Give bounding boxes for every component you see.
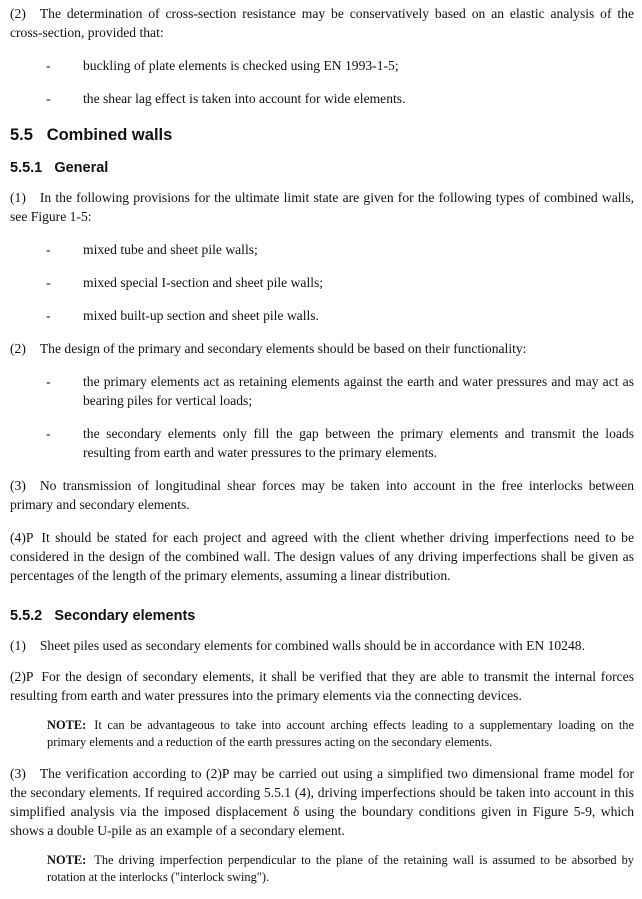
paragraph-number: (3) [10,766,26,781]
note-arching-effects [47,717,634,751]
note-interlock-swing [47,852,634,886]
paragraph-combined-wall-types [10,188,634,226]
paragraph-text: No transmission of longitudinal shear forces may be taken into account in the free interlocks between primary and secondary elements. [10,478,634,512]
list-item: - the primary elements act as retaining elements against the earth and water pressures and may act as bearing piles for vertical loads; [46,374,634,408]
paragraph-cross-section [10,4,634,42]
list-item: - the secondary elements only fill the gap between the primary elements and transmit the loads resulting from earth and water pressures to the primary elements. [46,426,634,460]
paragraph-text: Sheet piles used as secondary elements for combined walls should be in accordance with EN 10248. [39,638,585,653]
paragraph-text: For the design of secondary elements, it shall be verified that they are able to transmit the internal forces resulting from earth and water pressures into the primary elements via the connecting devices. [10,669,634,703]
section-heading-5-5-2: 5.5.2 Secondary elements [10,608,196,624]
paragraph-text: The design of the primary and secondary elements should be based on their functionality: [39,341,527,356]
note-text: It can be advantageous to take into account arching effects leading to a supplementary loading on the primary elements and a reduction of the earth pressures acting on the secondary elements. [47,718,634,749]
paragraph-text: In the following provisions for the ultimate limit state are given for the following types of combined walls, see Figure 1-5: [10,190,634,224]
bullet-list [10,56,634,108]
list-item: - mixed built-up section and sheet pile walls. [46,308,319,323]
paragraph-text: The verification according to (2)P may be carried out using a simplified two dimensional frame model for the secondary elements. If required according 5.5.1 (4), driving imperfections should be taken into account in this simplified analysis via the imposed displacement δ using the boundary conditions given in Figure 5-9, which shows a double U-pile as an example of a secondary element. [10,766,634,838]
note-label: NOTE: [47,853,87,867]
paragraph-text: It should be stated for each project and agreed with the client whether driving imperfections need to be considered in the design of the combined wall. The design values of any driving imperfections shall be given as percentages of the length of the primary elements, assuming a linear distribution. [10,530,634,583]
paragraph-number: (2) [10,6,26,21]
list-item: - buckling of plate elements is checked using EN 1993-1-5; [46,58,399,73]
paragraph-text: The determination of cross-section resistance may be conservatively based on an elastic analysis of the cross-section, provided that: [10,6,634,40]
section-heading-5-5: 5.5 Combined walls [10,126,173,144]
document-page [10,4,634,899]
paragraph-sheet-piles [10,636,634,655]
paragraph-number: (3) [10,478,26,493]
paragraph-number: (2)P [10,669,34,684]
section-heading-5-5-1: 5.5.1 General [10,160,109,176]
paragraph-number: (4)P [10,530,34,545]
list-item: - mixed special I-section and sheet pile walls; [46,275,324,290]
paragraph-secondary-design [10,667,634,705]
list-item: - mixed tube and sheet pile walls; [46,242,258,257]
note-text: The driving imperfection perpendicular to the plane of the retaining wall is assumed to be absorbed by rotation at the interlocks ("interlock swing"). [47,853,634,884]
paragraph-shear-forces [10,476,634,514]
bullet-list [10,240,634,325]
paragraph-functionality [10,339,634,358]
paragraph-number: (1) [10,638,26,653]
paragraph-verification [10,764,634,840]
list-item: - the shear lag effect is taken into account for wide elements. [46,91,406,106]
note-label: NOTE: [47,718,87,732]
paragraph-number: (2) [10,341,26,356]
paragraph-driving-imperfections [10,528,634,585]
paragraph-number: (1) [10,190,26,205]
bullet-list [10,372,634,462]
